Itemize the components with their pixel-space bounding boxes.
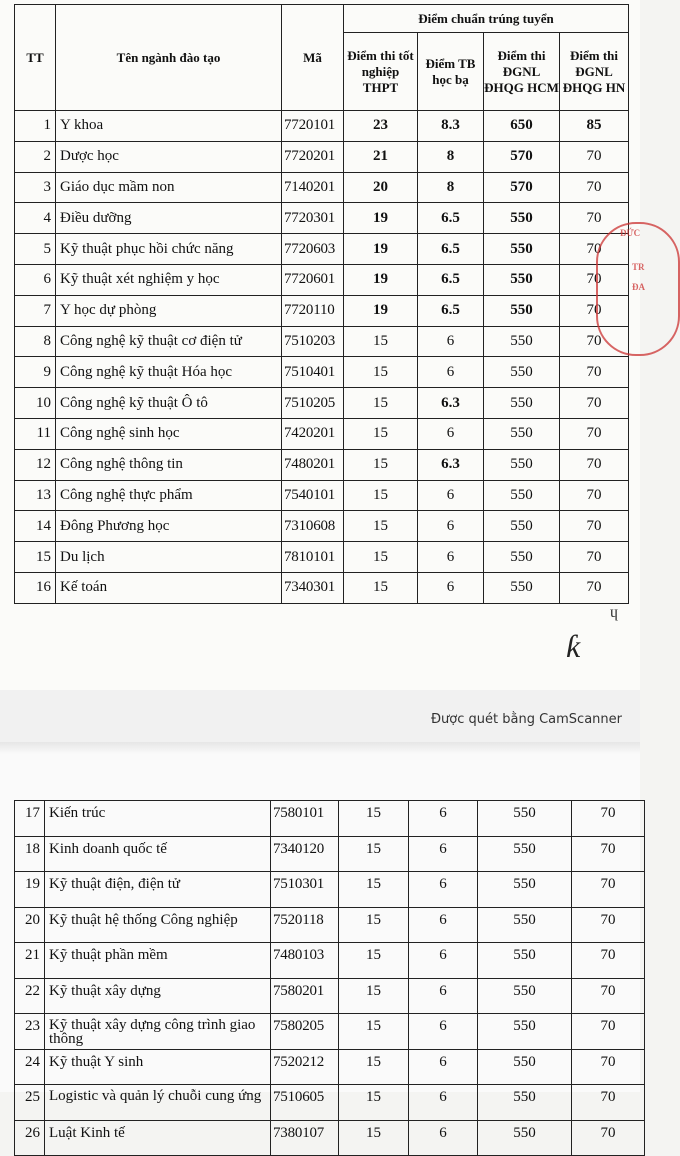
table-row <box>15 234 629 265</box>
row-number: 10 <box>15 388 56 419</box>
program-code: 7510301 <box>271 872 339 908</box>
table-row <box>15 326 629 357</box>
score-hocba: 6.5 <box>418 264 484 295</box>
row-number: 8 <box>15 326 56 357</box>
score-dgnl-hcm: 570 <box>484 172 560 203</box>
score-hocba: 6 <box>409 978 478 1014</box>
score-thpt: 19 <box>344 295 418 326</box>
score-dgnl-hcm: 550 <box>478 801 572 837</box>
program-name: Giáo dục mầm non <box>56 172 282 203</box>
table-row <box>15 388 629 419</box>
table-row <box>15 1049 645 1085</box>
score-dgnl-hn: 70 <box>560 357 629 388</box>
program-name: Điều dưỡng <box>56 203 282 234</box>
program-code: 7480201 <box>282 449 344 480</box>
score-hocba: 6 <box>418 326 484 357</box>
row-number: 17 <box>15 801 45 837</box>
score-thpt: 15 <box>339 1085 409 1121</box>
score-dgnl-hcm: 550 <box>484 388 560 419</box>
header-dgnl-hcm: Điểm thi ĐGNL ĐHQG HCM <box>484 33 560 111</box>
table-row <box>15 1120 645 1156</box>
score-dgnl-hcm: 550 <box>478 1120 572 1156</box>
row-number: 26 <box>15 1120 45 1156</box>
row-number: 7 <box>15 295 56 326</box>
row-number: 6 <box>15 264 56 295</box>
score-dgnl-hn: 70 <box>560 264 629 295</box>
table-body-part1 <box>15 111 629 604</box>
program-code: 7510205 <box>282 388 344 419</box>
table-row <box>15 511 629 542</box>
table-row <box>15 572 629 603</box>
score-dgnl-hn: 85 <box>560 111 629 142</box>
header-tt: TT <box>15 5 56 111</box>
scanned-page-2 <box>0 742 640 1141</box>
program-name: Y khoa <box>56 111 282 142</box>
score-dgnl-hcm: 550 <box>478 907 572 943</box>
program-name: Kỹ thuật xét nghiệm y học <box>56 264 282 295</box>
score-thpt: 15 <box>344 449 418 480</box>
program-name: Kinh doanh quốc tế <box>45 836 271 872</box>
score-hocba: 6 <box>409 943 478 979</box>
score-dgnl-hcm: 650 <box>484 111 560 142</box>
score-hocba: 6 <box>409 1049 478 1085</box>
score-dgnl-hcm: 550 <box>484 511 560 542</box>
score-hocba: 6 <box>409 1120 478 1156</box>
score-hocba: 6.5 <box>418 295 484 326</box>
row-number: 24 <box>15 1049 45 1085</box>
score-hocba: 6.3 <box>418 449 484 480</box>
table-row <box>15 449 629 480</box>
program-name: Du lịch <box>56 542 282 573</box>
program-code: 7720603 <box>282 234 344 265</box>
row-number: 4 <box>15 203 56 234</box>
score-thpt: 15 <box>344 388 418 419</box>
score-dgnl-hn: 70 <box>572 801 645 837</box>
row-number: 11 <box>15 418 56 449</box>
score-dgnl-hn: 70 <box>572 1014 645 1050</box>
program-code: 7480103 <box>271 943 339 979</box>
score-dgnl-hn: 70 <box>560 234 629 265</box>
score-dgnl-hcm: 550 <box>478 943 572 979</box>
score-thpt: 15 <box>344 326 418 357</box>
program-code: 7540101 <box>282 480 344 511</box>
table-row <box>15 542 629 573</box>
row-number: 13 <box>15 480 56 511</box>
program-name: Kế toán <box>56 572 282 603</box>
score-hocba: 6.3 <box>418 388 484 419</box>
table-row <box>15 1014 645 1050</box>
row-number: 9 <box>15 357 56 388</box>
score-thpt: 15 <box>344 480 418 511</box>
handwritten-signature: ƙ <box>566 628 581 664</box>
row-number: 12 <box>15 449 56 480</box>
program-code: 7720101 <box>282 111 344 142</box>
score-dgnl-hcm: 550 <box>478 1085 572 1121</box>
program-code: 7580101 <box>271 801 339 837</box>
program-name: Kỹ thuật xây dựng công trình giao thông <box>45 1014 271 1050</box>
score-dgnl-hcm: 550 <box>478 978 572 1014</box>
score-dgnl-hn: 70 <box>572 978 645 1014</box>
table-row <box>15 111 629 142</box>
score-dgnl-hcm: 550 <box>484 203 560 234</box>
table-row <box>15 907 645 943</box>
program-code: 7510401 <box>282 357 344 388</box>
table-row <box>15 295 629 326</box>
program-code: 7510605 <box>271 1085 339 1121</box>
program-code: 7140201 <box>282 172 344 203</box>
row-number: 2 <box>15 141 56 172</box>
program-name: Kỹ thuật Y sinh <box>45 1049 271 1085</box>
score-dgnl-hn: 70 <box>560 295 629 326</box>
scanner-watermark: Được quét bằng CamScanner <box>430 712 622 727</box>
table-row <box>15 1085 645 1121</box>
score-hocba: 6 <box>418 542 484 573</box>
score-dgnl-hcm: 570 <box>484 141 560 172</box>
score-thpt: 15 <box>339 1014 409 1050</box>
row-number: 20 <box>15 907 45 943</box>
score-hocba: 6 <box>409 801 478 837</box>
score-dgnl-hn: 70 <box>560 480 629 511</box>
row-number: 16 <box>15 572 56 603</box>
program-code: 7340301 <box>282 572 344 603</box>
program-name: Y học dự phòng <box>56 295 282 326</box>
score-thpt: 15 <box>344 572 418 603</box>
program-name: Kiến trúc <box>45 801 271 837</box>
score-dgnl-hcm: 550 <box>484 234 560 265</box>
score-dgnl-hn: 70 <box>560 542 629 573</box>
score-dgnl-hn: 70 <box>560 388 629 419</box>
program-name: Công nghệ kỹ thuật Ô tô <box>56 388 282 419</box>
score-dgnl-hn: 70 <box>560 449 629 480</box>
score-dgnl-hn: 70 <box>572 1085 645 1121</box>
score-thpt: 15 <box>339 1049 409 1085</box>
admission-table-part1 <box>14 4 629 604</box>
score-hocba: 6 <box>409 907 478 943</box>
header-name: Tên ngành đào tạo <box>56 5 282 111</box>
program-code: 7720201 <box>282 141 344 172</box>
score-dgnl-hcm: 550 <box>484 295 560 326</box>
score-thpt: 15 <box>339 943 409 979</box>
header-hocba: Điểm TB học bạ <box>418 33 484 111</box>
table-row <box>15 801 645 837</box>
score-dgnl-hcm: 550 <box>484 449 560 480</box>
score-dgnl-hn: 70 <box>572 943 645 979</box>
program-code: 7720301 <box>282 203 344 234</box>
admission-table-part2 <box>14 800 645 1156</box>
score-hocba: 6 <box>418 418 484 449</box>
table-row <box>15 203 629 234</box>
score-thpt: 15 <box>344 418 418 449</box>
program-name: Công nghệ kỹ thuật Hóa học <box>56 357 282 388</box>
score-hocba: 8 <box>418 141 484 172</box>
program-name: Logistic và quản lý chuỗi cung ứng <box>45 1085 271 1121</box>
score-dgnl-hcm: 550 <box>484 326 560 357</box>
table-row <box>15 836 645 872</box>
row-number: 18 <box>15 836 45 872</box>
score-dgnl-hn: 70 <box>560 418 629 449</box>
score-hocba: 6 <box>418 480 484 511</box>
header-dgnl-hn: Điểm thi ĐGNL ĐHQG HN <box>560 33 629 111</box>
score-dgnl-hcm: 550 <box>484 264 560 295</box>
table-row <box>15 141 629 172</box>
score-dgnl-hn: 70 <box>560 511 629 542</box>
table-row <box>15 872 645 908</box>
row-number: 21 <box>15 943 45 979</box>
score-dgnl-hcm: 550 <box>484 357 560 388</box>
row-number: 25 <box>15 1085 45 1121</box>
score-thpt: 20 <box>344 172 418 203</box>
table-row <box>15 978 645 1014</box>
score-dgnl-hcm: 550 <box>478 872 572 908</box>
score-hocba: 6 <box>409 1085 478 1121</box>
score-hocba: 6 <box>418 357 484 388</box>
score-dgnl-hn: 70 <box>572 907 645 943</box>
score-dgnl-hn: 70 <box>560 172 629 203</box>
program-name: Luật Kinh tế <box>45 1120 271 1156</box>
program-code: 7420201 <box>282 418 344 449</box>
score-thpt: 15 <box>339 978 409 1014</box>
program-name: Công nghệ thực phẩm <box>56 480 282 511</box>
score-thpt: 15 <box>344 542 418 573</box>
program-name: Kỹ thuật hệ thống Công nghiệp <box>45 907 271 943</box>
score-dgnl-hn: 70 <box>572 872 645 908</box>
program-code: 7580205 <box>271 1014 339 1050</box>
table-row <box>15 172 629 203</box>
score-dgnl-hn: 70 <box>560 326 629 357</box>
score-thpt: 15 <box>339 801 409 837</box>
score-hocba: 6 <box>409 1014 478 1050</box>
program-code: 7580201 <box>271 978 339 1014</box>
score-thpt: 23 <box>344 111 418 142</box>
program-name: Kỹ thuật phần mềm <box>45 943 271 979</box>
program-code: 7510203 <box>282 326 344 357</box>
program-code: 7380107 <box>271 1120 339 1156</box>
handwritten-mark: ɥ <box>610 604 618 621</box>
score-hocba: 6 <box>409 872 478 908</box>
row-number: 22 <box>15 978 45 1014</box>
table-row <box>15 264 629 295</box>
score-hocba: 6.5 <box>418 203 484 234</box>
score-thpt: 15 <box>344 357 418 388</box>
header-thpt: Điểm thi tốt nghiệp THPT <box>344 33 418 111</box>
score-hocba: 8.3 <box>418 111 484 142</box>
program-name: Công nghệ kỹ thuật cơ điện tử <box>56 326 282 357</box>
program-name: Công nghệ thông tin <box>56 449 282 480</box>
program-code: 7520118 <box>271 907 339 943</box>
score-dgnl-hn: 70 <box>560 572 629 603</box>
program-code: 7720601 <box>282 264 344 295</box>
program-name: Dược học <box>56 141 282 172</box>
row-number: 1 <box>15 111 56 142</box>
row-number: 14 <box>15 511 56 542</box>
table-row <box>15 480 629 511</box>
score-hocba: 6 <box>418 572 484 603</box>
score-dgnl-hcm: 550 <box>484 418 560 449</box>
program-code: 7810101 <box>282 542 344 573</box>
score-dgnl-hn: 70 <box>572 1049 645 1085</box>
program-code: 7340120 <box>271 836 339 872</box>
score-dgnl-hcm: 550 <box>484 542 560 573</box>
program-name: Kỹ thuật phục hồi chức năng <box>56 234 282 265</box>
table-row <box>15 418 629 449</box>
score-dgnl-hcm: 550 <box>484 572 560 603</box>
row-number: 3 <box>15 172 56 203</box>
row-number: 23 <box>15 1014 45 1050</box>
score-dgnl-hcm: 550 <box>478 1014 572 1050</box>
score-hocba: 6.5 <box>418 234 484 265</box>
table-body-part2 <box>15 801 645 1156</box>
row-number: 19 <box>15 872 45 908</box>
header-group: Điểm chuẩn trúng tuyển <box>344 5 629 33</box>
score-dgnl-hcm: 550 <box>478 1049 572 1085</box>
score-thpt: 15 <box>339 872 409 908</box>
row-number: 15 <box>15 542 56 573</box>
row-number: 5 <box>15 234 56 265</box>
score-dgnl-hn: 70 <box>572 1120 645 1156</box>
score-hocba: 6 <box>418 511 484 542</box>
score-thpt: 15 <box>339 1120 409 1156</box>
score-thpt: 19 <box>344 264 418 295</box>
score-thpt: 19 <box>344 203 418 234</box>
score-dgnl-hn: 70 <box>560 141 629 172</box>
score-hocba: 6 <box>409 836 478 872</box>
score-dgnl-hn: 70 <box>572 836 645 872</box>
program-code: 7720110 <box>282 295 344 326</box>
table-row <box>15 943 645 979</box>
program-name: Kỹ thuật xây dựng <box>45 978 271 1014</box>
score-thpt: 15 <box>344 511 418 542</box>
score-dgnl-hn: 70 <box>560 203 629 234</box>
header-code: Mã <box>282 5 344 111</box>
score-thpt: 21 <box>344 141 418 172</box>
program-code: 7520212 <box>271 1049 339 1085</box>
score-dgnl-hcm: 550 <box>484 480 560 511</box>
score-thpt: 19 <box>344 234 418 265</box>
table-row <box>15 357 629 388</box>
red-seal-stamp: ĐỨC TR ĐA <box>596 222 680 356</box>
program-name: Đông Phương học <box>56 511 282 542</box>
score-thpt: 15 <box>339 907 409 943</box>
score-dgnl-hcm: 550 <box>478 836 572 872</box>
program-name: Kỹ thuật điện, điện tử <box>45 872 271 908</box>
program-code: 7310608 <box>282 511 344 542</box>
score-thpt: 15 <box>339 836 409 872</box>
program-name: Công nghệ sinh học <box>56 418 282 449</box>
score-hocba: 8 <box>418 172 484 203</box>
